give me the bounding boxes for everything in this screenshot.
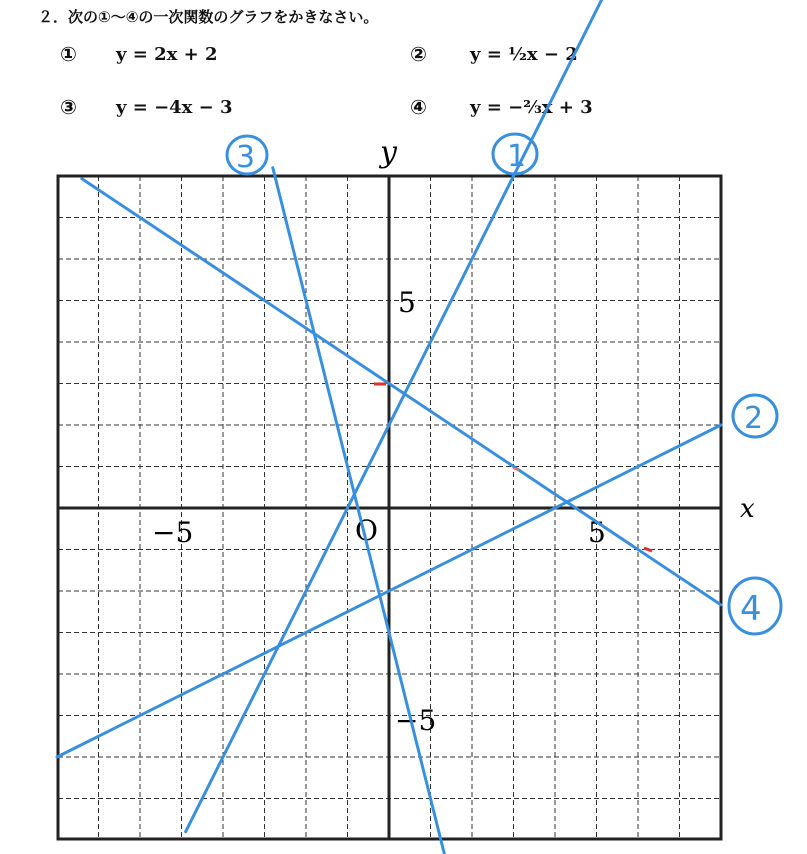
hand-label-2 — [733, 395, 777, 437]
problem-4-number: ④ — [410, 95, 427, 119]
y-tick-minus-5: −5 — [395, 704, 437, 737]
origin-label: O — [355, 514, 378, 547]
problem-2-formula: y = ½x − 2 — [470, 44, 578, 65]
question-title: ２．次の①～④の一次関数のグラフをかきなさい。 — [38, 8, 379, 26]
svg-text:1: 1 — [507, 139, 527, 174]
problem-4-formula: y = −⅔x + 3 — [470, 97, 593, 118]
drawn-line-3 — [273, 168, 447, 854]
problem-1-formula: y = 2x + 2 — [116, 44, 218, 65]
x-tick-5: 5 — [588, 516, 606, 549]
svg-text:2: 2 — [744, 401, 764, 436]
svg-text:4: 4 — [740, 589, 762, 629]
y-axis-label: y — [380, 135, 397, 170]
x-axis-label: x — [740, 494, 755, 524]
x-tick-minus-5: −5 — [152, 516, 194, 549]
y-tick-5: 5 — [398, 286, 416, 319]
hand-label-4 — [729, 578, 781, 634]
problem-1-number: ① — [60, 42, 77, 66]
svg-text:3: 3 — [236, 140, 256, 175]
red-mark-2 — [644, 548, 652, 551]
problem-2-number: ② — [410, 42, 427, 66]
problem-3-formula: y = −4x − 3 — [116, 97, 233, 118]
problem-3-number: ③ — [60, 95, 77, 119]
hand-label-3 — [227, 136, 267, 175]
hand-label-1 — [493, 134, 537, 174]
